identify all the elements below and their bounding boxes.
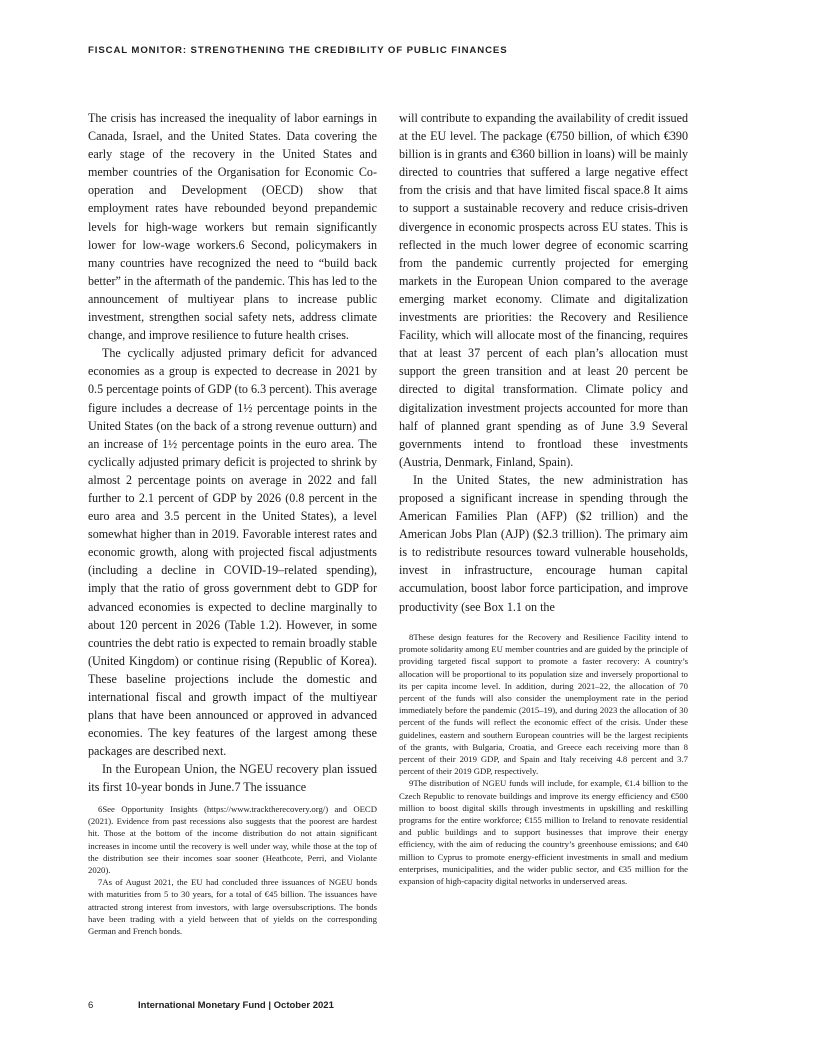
footnotes-right <box>399 631 688 887</box>
running-header: FISCAL MONITOR: STRENGTHENING THE CREDIBILITY OF PUBLIC FINANCES <box>88 45 508 56</box>
paragraph: In the United States, the new administration has proposed a significant increase in spending through the American Families Plan (AFP) ($2 trillion) and the American Jobs Plan (AJP) ($2.3 trillion). The primary aim is to redistribute resources toward vulnerable households, invest in infrastructure, encourage human capital accumulation, boost labor force participation, and improve productivity (see Box 1.1 on the <box>399 472 688 614</box>
body-column-left <box>88 109 377 797</box>
body-column-right <box>399 109 688 616</box>
footnote: 7As of August 2021, the EU had concluded three issuances of NGEU bonds with maturities from 5 to 30 years, for a total of €45 billion. The issuances have attracted strong interest from investors, with large oversubscriptions. The bonds have been trading with a yield between that of yields on the corresponding German and French bonds. <box>88 877 377 937</box>
footnotes-left <box>88 803 377 937</box>
page-number: 6 <box>88 1000 94 1011</box>
paragraph: The cyclically adjusted primary deficit for advanced economies as a group is expected to decrease in 2021 by 0.5 percentage points of GDP (to 6.3 percent). This average figure includes a decrease of 1½ percentage points in the United States (on the back of a strong revenue outturn) and an increase of 1½ percentage points in the euro area. The cyclically adjusted primary deficit is projected to shrink by almost 2 percentage points on average in 2022 and fall further to 2.1 percent of GDP by 2026 (0.8 percent in the euro area and 3.5 percent in the United States), a level somewhat higher than in 2019. Favorable interest rates and economic growth, along with projected fiscal adjustments (including a decline in COVID-19–related spending), imply that the ratio of gross government debt to GDP for advanced economies is expected to decline marginally to about 120 percent in 2026 (Table 1.2). However, in some countries the debt ratio is expected to remain broadly stable (United Kingdom) or continue rising (Republic of Korea). These baseline projections include the domestic and international fiscal and growth impact of the multiyear plans that have been announced or approved in advanced economies. The key features of the largest among these packages are described next. <box>88 346 377 759</box>
publication-line: International Monetary Fund | October 2021 <box>138 1000 334 1011</box>
footnote: 6See Opportunity Insights (https://www.tracktherecovery.org/) and OECD (2021). Evidence from past recessions also suggests that the poorest are hardest hit. Those at the bottom of the income distribution do not attain significant increases in income until the recovery is well under way, while those at the top of the distribution see their incomes soar sooner (Heathcote, Perri, and Violante 2020). <box>88 804 377 876</box>
footnote: 8These design features for the Recovery and Resilience Facility intend to promote solidarity among EU member countries and are guided by the principle of providing targeted fiscal support to promote a faster recovery: A country’s allocation will be proportional to its population size and inversely proportional to its per capita income level. In addition, during 2021–22, the allocation of 70 percent of the funds will also consider the unemployment rate in the period immediately before the pandemic (2015–19), and during 2023 the allocation of 30 percent of the funds will reflect the economic effect of the crisis. Under these guidelines, eastern and southern European countries will be the largest recipients of the grants, with Bulgaria, Croatia, and Greece each receiving more than 8 percent of their 2019 GDP, and Spain and Italy receiving 4.8 percent and 3.7 percent of their 2019 GDP, respectively. <box>399 632 688 777</box>
paragraph: In the European Union, the NGEU recovery plan issued its first 10-year bonds in June.7 The issuance <box>88 762 377 795</box>
footnote: 9The distribution of NGEU funds will include, for example, €1.4 billion to the Czech Republic to renovate buildings and improve its energy efficiency and €500 million to boost digital skills through investments in upskilling and reskilling programs for the entire workforce; €155 million to Ireland to renovate residential and public buildings and to support businesses that improve their energy efficiency, with the aim of reducing the country’s greenhouse emissions; and €40 million to Cyprus to promote energy-efficient investments in small and medium enterprises, municipalities, and the wider public sector, and €35 million for the expansion of high-capacity digital networks in underserved areas. <box>399 778 688 887</box>
page-footer <box>88 1000 334 1011</box>
paragraph: The crisis has increased the inequality of labor earnings in Canada, Israel, and the United States. Data covering the early stage of the recovery in the United States and member countries of the Organisation for Economic Co-operation and Development (OECD) show that employment rates have rebounded beyond prepandemic levels for high-wage workers but remain significantly lower for low-wage workers.6 Second, policymakers in many countries have recognized the need to “build back better” in the aftermath of the pandemic. This has led to the announcement of multiyear plans to increase public investment, strengthen social safety nets, address climate change, and improve resilience to future health crises. <box>88 111 377 343</box>
paragraph: will contribute to expanding the availability of credit issued at the EU level. The package (€750 billion, of which €390 billion is in grants and €360 billion in loans) will be mainly directed to countries that suffered a large negative effect from the crisis and that have limited fiscal space.8 It aims to support a sustainable recovery and reduce crisis-driven divergence in economic prospects across EU states. This is reflected in the much lower degree of economic scarring from the pandemic currently projected for emerging markets in the European Union compared to the average emerging market economy. Climate and digitalization investments are priorities: the Recovery and Resilience Facility, which will allocate most of the financing, requires that at least 37 percent of each plan’s allocation must support the green transition and at least 20 percent be directed to digital transformation. Climate policy and digitalization investment projects accounted for more than half of planned grant spending as of June 3.9 Several governments intend to frontload these investments (Austria, Denmark, Finland, Spain). <box>399 111 688 469</box>
